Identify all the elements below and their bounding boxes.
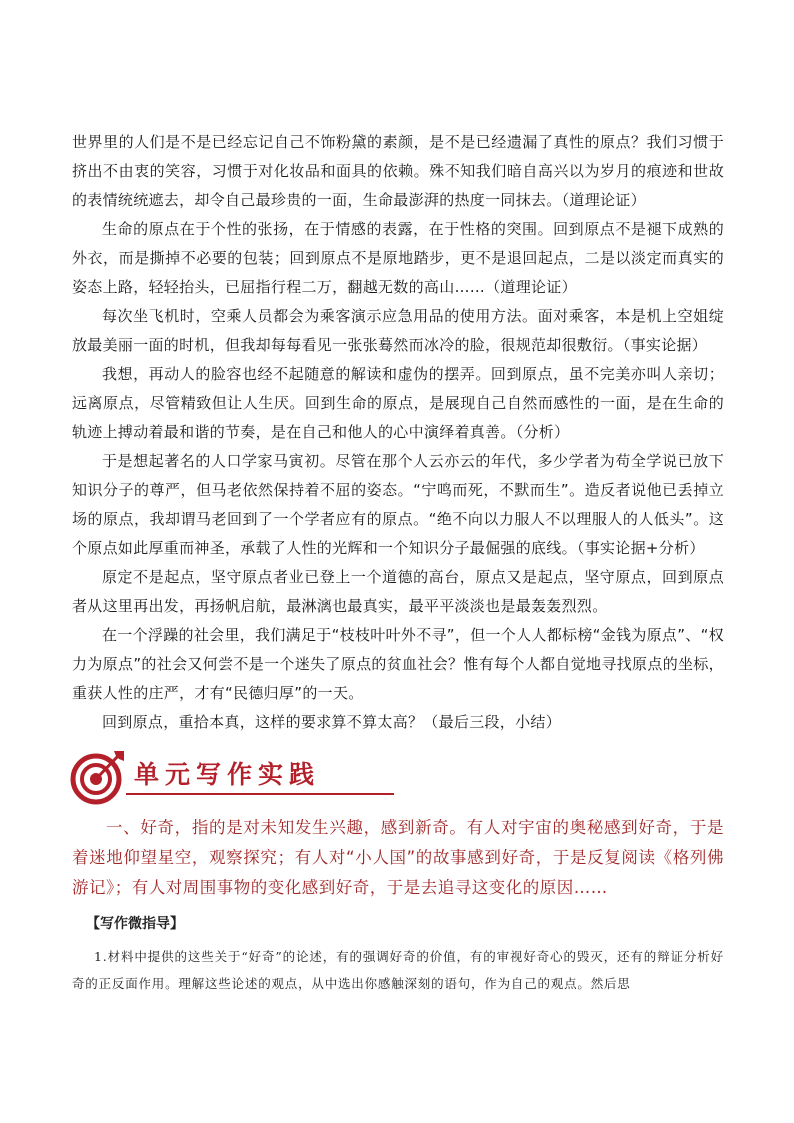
essay-paragraph: 世界里的人们是不是已经忘记自己不饰粉黛的素颜，是不是已经遗漏了真性的原点？我们习惯于挤出不由衷的笑容，习惯于对化妆品和面具的依赖。殊不知我们暗自高兴以为岁月的痕迹和世故的表情统统遮去，却令自己最珍贵的一面，生命最澎湃的热度一同抹去。（道理论证） — [72, 133, 724, 209]
guide-text: 1.材料中提供的这些关于“好奇”的论述，有的强调好奇的价值，有的审视好奇心的毁灭，还有的辩证分析好奇的正反面作用。理解这些论述的观点，从中选出你感触深刻的语句，作为自己的观点。然后思 — [72, 949, 724, 991]
section-banner — [70, 747, 724, 805]
section-title: 单元写作实践 — [134, 760, 321, 789]
essay-paragraph: 回到原点，重拾本真，这样的要求算不算太高？（最后三段，小结） — [102, 713, 562, 731]
document-page — [72, 128, 724, 997]
section-title-underline — [126, 793, 394, 795]
writing-prompt: 一、好奇，指的是对未知发生兴趣，感到新奇。有人对宇宙的奥秘感到好奇，于是着迷地仰望星空，观察探究；有人对“小人国”的故事感到好奇，于是反复阅读《格列佛游记》；有人对周围事物的变化感到好奇，于是去追寻这变化的原因…… — [72, 818, 724, 897]
essay-paragraph: 于是想起著名的人口学家马寅初。尽管在那个人云亦云的年代，多少学者为苟全学说已放下知识分子的尊严，但马老依然保持着不屈的姿态。“宁鸣而死，不默而生”。造反者说他已丢掉立场的原点，我却谓马老回到了一个学者应有的原点。“绝不向以力服人不以理服人的人低头”。这个原点如此厚重而神圣，承载了人性的光辉和一个知识分子最倔强的底线。（事实论据+分析） — [72, 452, 724, 557]
guide-heading: 【写作微指导】 — [86, 916, 184, 932]
essay-paragraph: 生命的原点在于个性的张扬，在于情感的表露，在于性格的突围。回到原点不是褪下成熟的外衣，而是撕掉不必要的包装；回到原点不是原地踏步，更不是退回起点，二是以淡定而真实的姿态上路，轻轻抬头，已屈指行程二万，翻越无数的高山……（道理论证） — [72, 220, 724, 296]
essay-paragraph: 我想，再动人的脸容也经不起随意的解读和虚伪的摆弄。回到原点，虽不完美亦叫人亲切；远离原点，尽管精致但让人生厌。回到生命的原点，是展现自己自然而感性的一面，是在生命的轨迹上搏动着最和谐的节奏，是在自己和他人的心中演绎着真善。（分析） — [72, 365, 724, 441]
essay-paragraph: 每次坐飞机时，空乘人员都会为乘客演示应急用品的使用方法。面对乘客，本是机上空姐绽放最美丽一面的时机，但我却每每看见一张张蓦然而冰冷的脸，很规范却很敷衍。（事实论据） — [72, 307, 724, 354]
essay-paragraph: 在一个浮躁的社会里，我们满足于“枝枝叶叶外不寻”，但一个人人都标榜“金钱为原点”、“权力为原点”的社会又何尝不是一个迷失了原点的贫血社会？惟有每个人都自觉地寻找原点的坐标，重获人性的庄严，才有“民德归厚”的一天。 — [72, 626, 724, 702]
essay-paragraph: 原定不是起点，坚守原点者业已登上一个道德的高台，原点又是起点，坚守原点，回到原点者从这里再出发，再扬帆启航，最淋漓也最真实，最平平淡淡也是最轰轰烈烈。 — [72, 568, 724, 615]
target-icon — [70, 747, 128, 805]
